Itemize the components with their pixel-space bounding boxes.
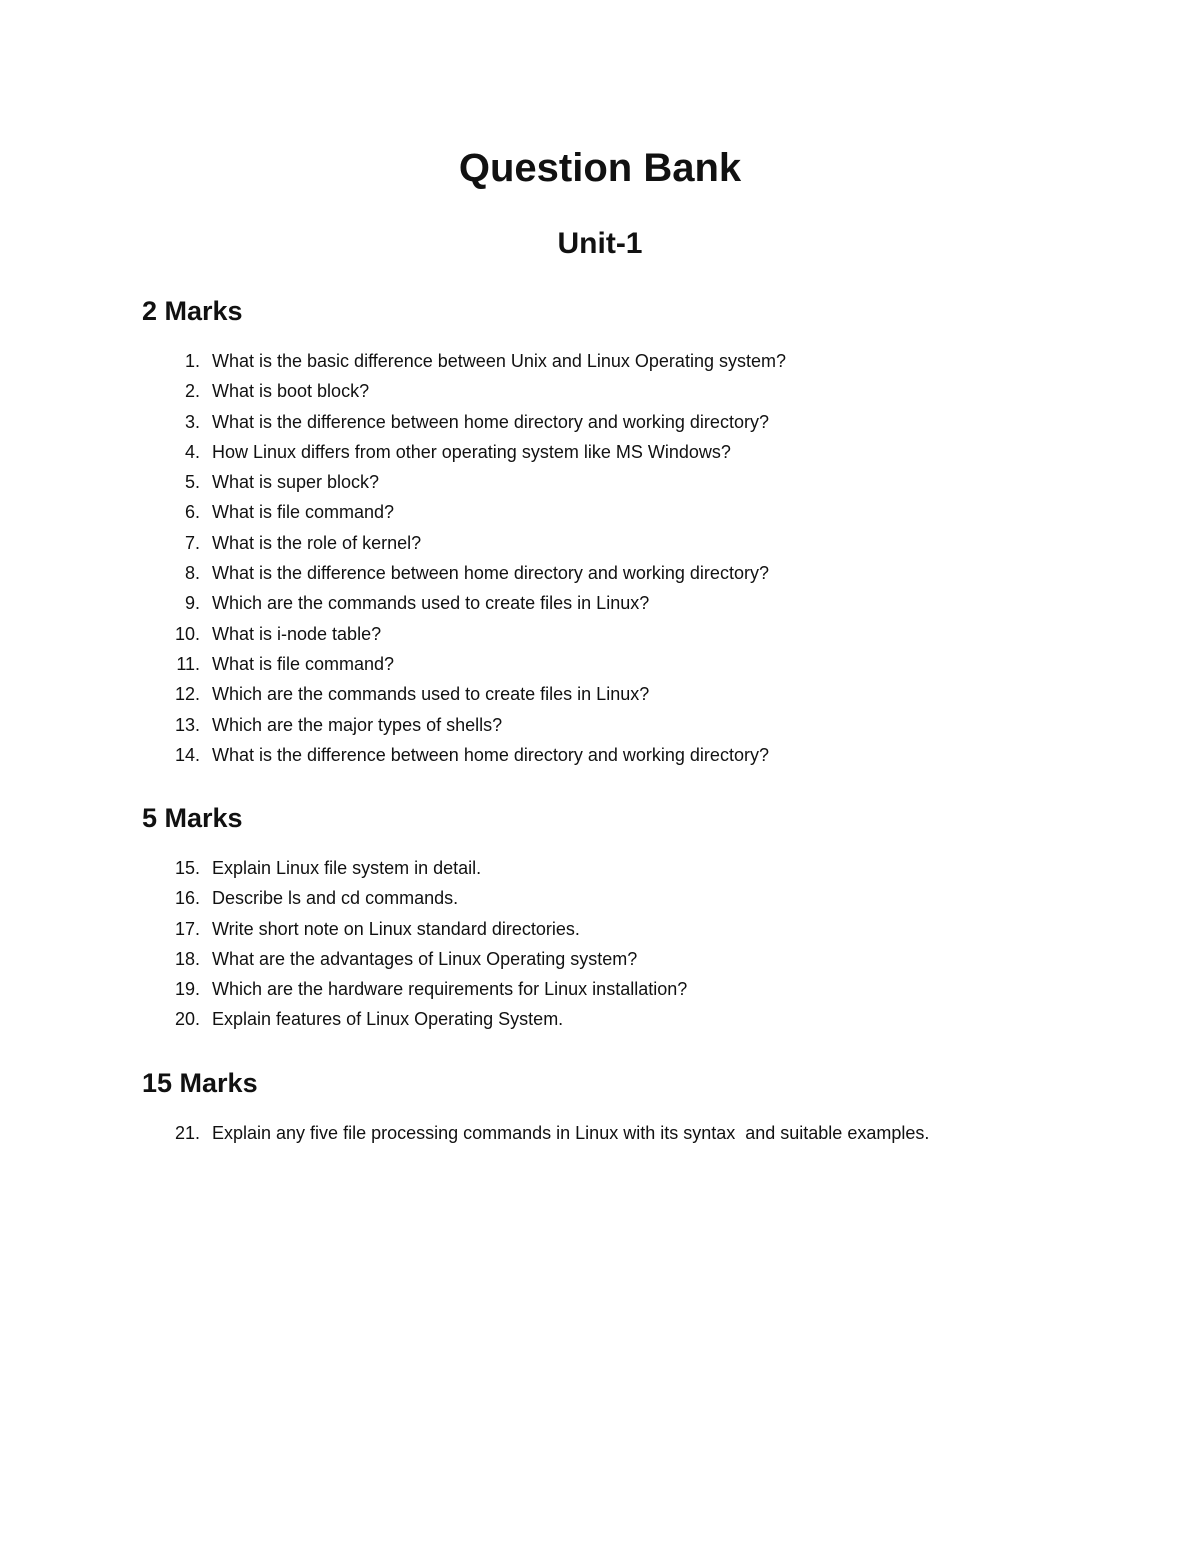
section-15-marks xyxy=(142,1065,1142,1148)
section-2-marks xyxy=(142,293,1142,770)
question-text: Explain any five file processing commands in Linux with its syntax and suitable examples. xyxy=(212,1123,930,1143)
question-list xyxy=(142,853,1142,1035)
question-text: What is file command? xyxy=(212,653,395,674)
section-5-marks xyxy=(142,800,1142,1035)
question-item xyxy=(142,740,1142,770)
question-item xyxy=(142,1118,1142,1148)
question-text: What is the difference between home directory and working directory? xyxy=(212,744,769,765)
section-heading: 5 Marks xyxy=(142,803,243,833)
question-text: What is the basic difference between Unix and Linux Operating system? xyxy=(212,351,786,371)
question-text: What is the role of kernel? xyxy=(212,532,422,553)
question-item xyxy=(142,944,1142,974)
question-number: 21. xyxy=(174,1123,200,1143)
question-text: Explain Linux file system in detail. xyxy=(212,858,482,878)
question-item xyxy=(142,346,1142,376)
question-text: What is super block? xyxy=(212,472,380,493)
question-text: What is the difference between home directory and working directory? xyxy=(212,563,769,584)
question-text: Write short note on Linux standard directories. xyxy=(212,918,580,939)
question-number: 7. xyxy=(184,532,200,553)
question-number: 14. xyxy=(174,744,200,765)
question-number: 4. xyxy=(184,441,200,462)
question-text: What is file command? xyxy=(212,502,395,523)
question-item xyxy=(142,437,1142,467)
question-text: What is boot block? xyxy=(212,381,370,402)
question-number: 19. xyxy=(174,979,200,1000)
question-item xyxy=(142,619,1142,649)
question-item xyxy=(142,679,1142,709)
question-number: 17. xyxy=(174,918,200,939)
question-item xyxy=(142,883,1142,913)
question-list xyxy=(142,1118,1142,1148)
question-number: 9. xyxy=(184,593,200,614)
question-number: 18. xyxy=(174,948,200,969)
question-item xyxy=(142,649,1142,679)
question-item xyxy=(142,407,1142,437)
question-item xyxy=(142,497,1142,527)
question-item xyxy=(142,528,1142,558)
question-number: 20. xyxy=(174,1009,200,1030)
question-text: Explain features of Linux Operating System. xyxy=(212,1009,564,1030)
question-text: Which are the major types of shells? xyxy=(212,714,503,735)
question-number: 16. xyxy=(174,888,200,909)
question-number: 3. xyxy=(184,411,200,432)
question-number: 1. xyxy=(184,351,200,371)
question-number: 15. xyxy=(174,858,200,878)
question-item xyxy=(142,710,1142,740)
question-text: How Linux differs from other operating system like MS Windows? xyxy=(212,441,731,462)
question-number: 5. xyxy=(184,472,200,493)
question-item xyxy=(142,588,1142,618)
question-item xyxy=(142,974,1142,1004)
question-number: 11. xyxy=(176,653,200,674)
question-list xyxy=(142,346,1142,770)
section-heading: 15 Marks xyxy=(142,1068,258,1098)
question-text: Which are the commands used to create files in Linux? xyxy=(212,684,650,705)
question-text: What is i-node table? xyxy=(212,623,382,644)
question-number: 13. xyxy=(174,714,200,735)
question-text: What are the advantages of Linux Operating system? xyxy=(212,948,638,969)
question-item xyxy=(142,558,1142,588)
unit-heading: Unit-1 xyxy=(557,227,643,260)
question-item xyxy=(142,467,1142,497)
question-text: Which are the hardware requirements for Linux installation? xyxy=(212,979,688,1000)
question-text: What is the difference between home directory and working directory? xyxy=(212,411,769,432)
question-item xyxy=(142,853,1142,883)
section-heading: 2 Marks xyxy=(142,296,243,326)
question-number: 8. xyxy=(184,563,200,584)
question-text: Describe ls and cd commands. xyxy=(212,888,459,909)
page-title: Question Bank xyxy=(458,146,742,190)
question-number: 6. xyxy=(184,502,200,523)
question-text: Which are the commands used to create files in Linux? xyxy=(212,593,650,614)
question-item xyxy=(142,1004,1142,1034)
question-number: 2. xyxy=(184,381,200,402)
question-number: 10. xyxy=(174,623,200,644)
question-number: 12. xyxy=(174,684,200,705)
question-item xyxy=(142,914,1142,944)
question-item xyxy=(142,376,1142,406)
